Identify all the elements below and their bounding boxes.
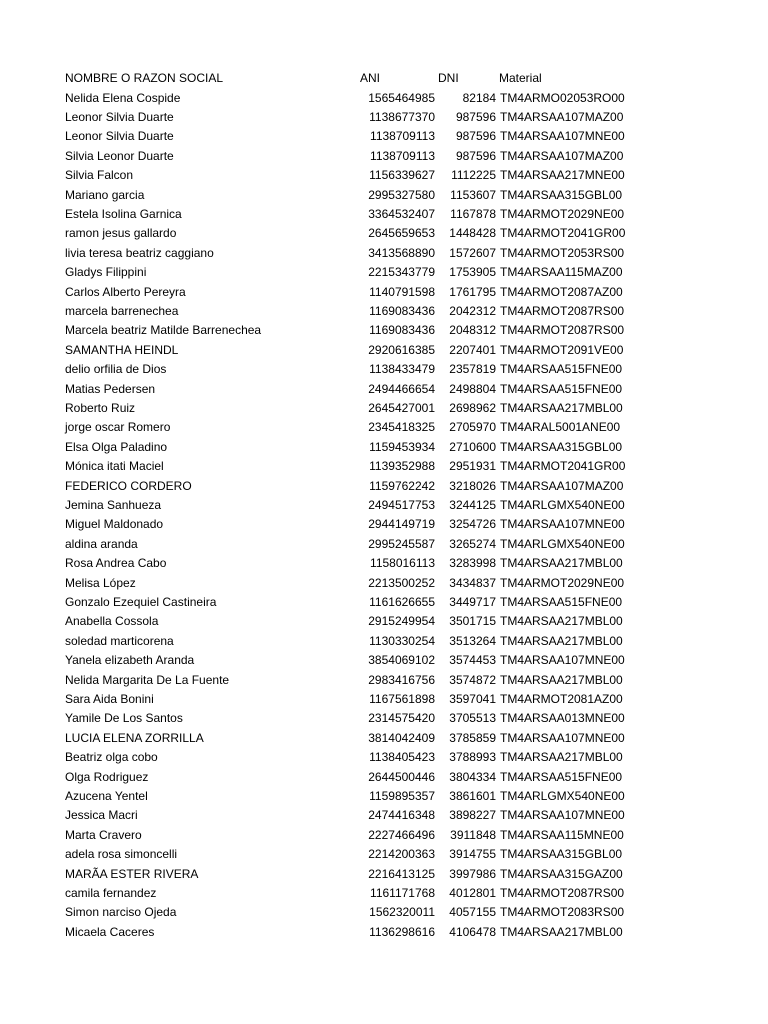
ani-cell: 1156339627: [369, 168, 435, 183]
dni-cell: 1448428: [449, 226, 496, 241]
dni-cell: 987596: [455, 148, 496, 163]
material-cell: TM4ARLGMX540NE00: [500, 536, 625, 551]
table-row: [0, 263, 768, 282]
material-cell: TM4ARMOT2029NE00: [500, 206, 625, 221]
ani-cell: 2213500252: [368, 575, 435, 590]
dni-cell: 3914755: [449, 847, 496, 862]
table-row: [0, 865, 768, 884]
name-cell: Roberto Ruiz: [65, 400, 136, 415]
dni-cell: 3574453: [449, 653, 496, 668]
material-cell: TM4ARSAA217MBL00: [500, 672, 623, 687]
table-row: [0, 380, 768, 399]
ani-cell: 2215343779: [368, 265, 435, 280]
ani-cell: 1136298616: [369, 924, 435, 939]
table-row: [0, 690, 768, 709]
dni-cell: 4012801: [449, 885, 496, 900]
ani-cell: 1138709113: [370, 148, 435, 163]
table-row: [0, 186, 768, 205]
dni-cell: 3705513: [449, 711, 496, 726]
name-cell: Rosa Andrea Cabo: [65, 556, 167, 571]
name-cell: Leonor Silvia Duarte: [65, 129, 174, 144]
ani-cell: 1138709113: [370, 129, 435, 144]
material-cell: TM4ARSAA315GBL00: [500, 187, 623, 202]
table-row: [0, 709, 768, 728]
material-cell: TM4ARSAA107MNE00: [500, 653, 625, 668]
table-row: [0, 147, 768, 166]
material-cell: TM4ARSAA515FNE00: [500, 769, 623, 784]
material-cell: TM4ARSAA217MNE00: [500, 168, 625, 183]
table-row: [0, 748, 768, 767]
dni-cell: 987596: [455, 109, 496, 124]
ani-cell: 2920616385: [368, 342, 435, 357]
table-row: [0, 127, 768, 146]
material-cell: TM4ARSAA107MAZ00: [500, 109, 624, 124]
ani-cell: 2474416348: [368, 808, 435, 823]
name-cell: adela rosa simoncelli: [65, 847, 178, 862]
name-cell: MARÃA ESTER RIVERA: [65, 866, 199, 881]
ani-cell: 1169083436: [369, 303, 435, 318]
ani-cell: 1159895357: [369, 788, 435, 803]
name-cell: Mónica itati Maciel: [65, 459, 164, 474]
material-cell: TM4ARSAA107MNE00: [500, 808, 625, 823]
table-row: [0, 515, 768, 534]
name-cell: LUCIA ELENA ZORRILLA: [65, 730, 204, 745]
table-row: [0, 768, 768, 787]
name-cell: Nelida Elena Cospide: [65, 90, 181, 105]
ani-cell: 2915249954: [368, 614, 435, 629]
ani-cell: 1167561898: [369, 691, 435, 706]
ani-cell: 2645427001: [368, 400, 435, 415]
table-row: [0, 671, 768, 690]
dni-cell: 3804334: [449, 769, 496, 784]
ani-cell: 1138405423: [369, 750, 435, 765]
material-cell: TM4ARLGMX540NE00: [500, 497, 625, 512]
dni-cell: 1167878: [450, 206, 496, 221]
material-cell: TM4ARSAA217MBL00: [500, 633, 623, 648]
name-cell: Micaela Caceres: [65, 924, 155, 939]
ani-cell: 1130330254: [369, 633, 435, 648]
dni-cell: 987596: [455, 129, 496, 144]
ani-cell: 1161626655: [369, 594, 435, 609]
dni-cell: 3244125: [449, 497, 496, 512]
name-cell: Silvia Leonor Duarte: [65, 148, 174, 163]
dni-cell: 3501715: [449, 614, 496, 629]
name-cell: Marcela beatriz Matilde Barrenechea: [65, 323, 262, 338]
dni-cell: 2042312: [449, 303, 496, 318]
material-cell: TM4ARSAA107MNE00: [500, 730, 625, 745]
name-cell: Beatriz olga cobo: [65, 750, 158, 765]
ani-cell: 2995327580: [368, 187, 435, 202]
table-row: [0, 341, 768, 360]
table-row: [0, 612, 768, 631]
dni-cell: 3898227: [449, 808, 496, 823]
ani-cell: 1139352988: [369, 459, 435, 474]
name-cell: Anabella Cossola: [65, 614, 159, 629]
name-cell: ramon jesus gallardo: [65, 226, 177, 241]
material-cell: TM4ARSAA515FNE00: [500, 594, 623, 609]
material-cell: TM4ARLGMX540NE00: [500, 788, 625, 803]
table-row: [0, 496, 768, 515]
table-row: [0, 283, 768, 302]
name-cell: camila fernandez: [65, 885, 157, 900]
dni-cell: 3597041: [449, 691, 496, 706]
name-cell: Estela Isolina Garnica: [65, 206, 182, 221]
table-row: [0, 845, 768, 864]
table-row: [0, 535, 768, 554]
name-cell: Simon narciso Ojeda: [65, 905, 177, 920]
dni-cell: 3218026: [449, 478, 496, 493]
name-cell: Gladys Filippini: [65, 265, 147, 280]
dni-cell: 1753905: [449, 265, 496, 280]
ani-cell: 1138677370: [369, 109, 435, 124]
material-cell: TM4ARSAA013MNE00: [500, 711, 625, 726]
table-row: [0, 651, 768, 670]
material-cell: TM4ARSAA315GBL00: [500, 847, 623, 862]
dni-cell: 82184: [462, 90, 496, 105]
name-cell: Azucena Yentel: [65, 788, 148, 803]
material-cell: TM4ARMOT2091VE00: [500, 342, 624, 357]
material-cell: TM4ARSAA217MBL00: [500, 614, 623, 629]
name-cell: Sara Aida Bonini: [65, 691, 154, 706]
table-row: [0, 477, 768, 496]
table-row: [0, 729, 768, 748]
material-cell: TM4ARSAA107MAZ00: [500, 148, 624, 163]
name-cell: soledad marticorena: [65, 633, 174, 648]
dni-cell: 1112225: [451, 168, 496, 183]
material-cell: TM4ARMOT2087RS00: [500, 303, 625, 318]
table-row: [0, 166, 768, 185]
ani-cell: 2645659653: [368, 226, 435, 241]
dni-cell: 3513264: [449, 633, 496, 648]
dni-cell: 3788993: [449, 750, 496, 765]
name-cell: Carlos Alberto Pereyra: [65, 284, 186, 299]
dni-cell: 3449717: [449, 594, 496, 609]
name-cell: Jessica Macri: [65, 808, 138, 823]
name-cell: livia teresa beatriz caggiano: [65, 245, 214, 260]
name-cell: Melisa López: [65, 575, 136, 590]
material-cell: TM4ARMOT2083RS00: [500, 905, 625, 920]
name-cell: Matias Pedersen: [65, 381, 156, 396]
ani-cell: 3854069102: [368, 653, 435, 668]
ani-cell: 1158016113: [370, 556, 435, 571]
ani-cell: 2644500446: [368, 769, 435, 784]
ani-cell: 1140791598: [369, 284, 435, 299]
name-cell: Olga Rodriguez: [65, 769, 149, 784]
ani-cell: 1565464985: [368, 90, 435, 105]
name-cell: aldina aranda: [65, 536, 138, 551]
material-cell: TM4ARSAA107MAZ00: [500, 478, 624, 493]
ani-cell: 2983416756: [368, 672, 435, 687]
material-cell: TM4ARSAA217MBL00: [500, 556, 623, 571]
ani-cell: 3413568890: [368, 245, 435, 260]
name-cell: Miguel Maldonado: [65, 517, 164, 532]
ani-cell: 1138433479: [369, 362, 435, 377]
table-row: [0, 321, 768, 340]
material-cell: TM4ARAL5001ANE00: [500, 420, 621, 435]
table-row: [0, 418, 768, 437]
table-row: [0, 787, 768, 806]
ani-cell: 1159762242: [369, 478, 435, 493]
name-cell: Marta Cravero: [65, 827, 142, 842]
material-cell: TM4ARSAA217MBL00: [500, 750, 623, 765]
ani-cell: 3814042409: [368, 730, 435, 745]
dni-cell: 3911848: [450, 827, 496, 842]
material-cell: TM4ARMOT2041GR00: [500, 226, 626, 241]
table-row: [0, 360, 768, 379]
table-row: [0, 302, 768, 321]
name-cell: Yamile De Los Santos: [65, 711, 183, 726]
material-cell: TM4ARSAA107MNE00: [500, 129, 625, 144]
ani-cell: 1562320011: [369, 905, 435, 920]
header-dni: DNI: [438, 71, 459, 85]
dni-cell: 3265274: [449, 536, 496, 551]
dni-cell: 3574872: [449, 672, 496, 687]
dni-cell: 2498804: [449, 381, 496, 396]
name-cell: Elsa Olga Paladino: [65, 439, 168, 454]
table-row: [0, 554, 768, 573]
table-row: [0, 224, 768, 243]
name-cell: delio orfilia de Dios: [65, 362, 167, 377]
name-cell: FEDERICO CORDERO: [65, 478, 192, 493]
material-cell: TM4ARSAA515FNE00: [500, 381, 623, 396]
table-row: [0, 457, 768, 476]
name-cell: marcela barrenechea: [65, 303, 179, 318]
name-cell: Silvia Falcon: [65, 168, 134, 183]
name-cell: Yanela elizabeth Aranda: [65, 653, 195, 668]
material-cell: TM4ARMOT2087AZ00: [500, 284, 623, 299]
ani-cell: 2227466496: [368, 827, 435, 842]
table-row: [0, 826, 768, 845]
material-cell: TM4ARMOT2041GR00: [500, 459, 626, 474]
material-cell: TM4ARSAA315GBL00: [500, 439, 623, 454]
name-cell: jorge oscar Romero: [65, 420, 171, 435]
name-cell: Jemina Sanhueza: [65, 497, 162, 512]
name-cell: Gonzalo Ezequiel Castineira: [65, 594, 217, 609]
dni-cell: 1572607: [449, 245, 496, 260]
ani-cell: 2345418325: [368, 420, 435, 435]
table-row: [0, 205, 768, 224]
name-cell: Mariano garcia: [65, 187, 145, 202]
ani-cell: 2216413125: [368, 866, 435, 881]
dni-cell: 1761795: [449, 284, 496, 299]
dni-cell: 2951931: [449, 459, 496, 474]
material-cell: TM4ARMOT2029NE00: [500, 575, 625, 590]
material-cell: TM4ARSAA217MBL00: [500, 400, 623, 415]
ani-cell: 2944149719: [368, 517, 435, 532]
header-ani: ANI: [360, 71, 381, 85]
table-row: [0, 399, 768, 418]
material-cell: TM4ARMOT2087RS00: [500, 323, 625, 338]
dni-cell: 2357819: [449, 362, 496, 377]
table-row: [0, 574, 768, 593]
material-cell: TM4ARMOT2081AZ00: [500, 691, 623, 706]
material-cell: TM4ARSAA315GAZ00: [500, 866, 623, 881]
dni-cell: 3254726: [449, 517, 496, 532]
table-row: [0, 884, 768, 903]
table-row: [0, 108, 768, 127]
name-cell: Nelida Margarita De La Fuente: [65, 672, 230, 687]
ani-cell: 3364532407: [368, 206, 435, 221]
header-name: NOMBRE O RAZON SOCIAL: [65, 71, 224, 85]
dni-cell: 4057155: [449, 905, 496, 920]
dni-cell: 2048312: [449, 323, 496, 338]
dni-cell: 3861601: [449, 788, 496, 803]
name-cell: Leonor Silvia Duarte: [65, 109, 174, 124]
material-cell: TM4ARSAA217MBL00: [500, 924, 623, 939]
ani-cell: 2314575420: [368, 711, 435, 726]
material-cell: TM4ARMOT2053RS00: [500, 245, 625, 260]
header-material: Material: [499, 71, 542, 85]
dni-cell: 2698962: [449, 400, 496, 415]
dni-cell: 2710600: [449, 439, 496, 454]
ani-cell: 1169083436: [369, 323, 435, 338]
ani-cell: 2995245587: [368, 536, 435, 551]
dni-cell: 3997986: [449, 866, 496, 881]
header-row: [0, 69, 768, 88]
dni-cell: 2705970: [449, 420, 496, 435]
material-cell: TM4ARMOT2087RS00: [500, 885, 625, 900]
material-cell: TM4ARSAA115MAZ00: [500, 265, 623, 280]
dni-cell: 3434837: [449, 575, 496, 590]
dni-cell: 4106478: [449, 924, 496, 939]
ani-cell: 1159453934: [369, 439, 435, 454]
material-cell: TM4ARMO02053RO00: [500, 90, 625, 105]
ani-cell: 2214200363: [368, 847, 435, 862]
dni-cell: 3785859: [449, 730, 496, 745]
table-row: [0, 632, 768, 651]
ani-cell: 2494517753: [368, 497, 435, 512]
table-row: [0, 438, 768, 457]
ani-cell: 1161171768: [370, 885, 435, 900]
table-row: [0, 903, 768, 922]
name-cell: SAMANTHA HEINDL: [65, 342, 179, 357]
dni-cell: 2207401: [449, 342, 496, 357]
table-row: [0, 89, 768, 108]
material-cell: TM4ARSAA115MNE00: [500, 827, 624, 842]
dni-cell: 1153607: [450, 187, 496, 202]
table-row: [0, 806, 768, 825]
ani-cell: 2494466654: [368, 381, 435, 396]
table-row: [0, 244, 768, 263]
dni-cell: 3283998: [449, 556, 496, 571]
material-cell: TM4ARSAA515FNE00: [500, 362, 623, 377]
material-cell: TM4ARSAA107MNE00: [500, 517, 625, 532]
table-row: [0, 593, 768, 612]
table-row: [0, 923, 768, 942]
